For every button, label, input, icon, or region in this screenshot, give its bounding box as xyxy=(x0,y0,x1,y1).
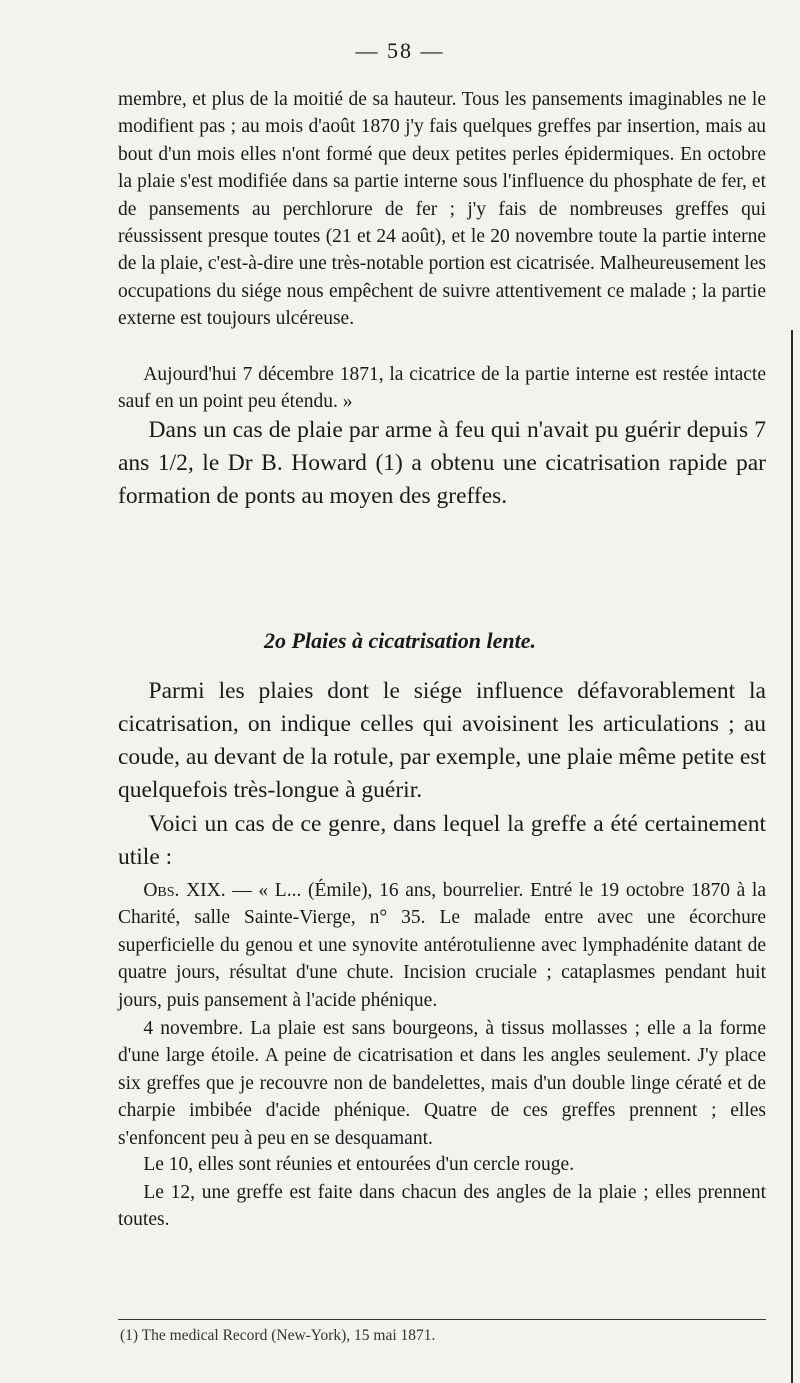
footnote-rule xyxy=(118,1319,766,1320)
paragraph-articulations: Parmi les plaies dont le siége influence défavorablement la cicatrisation, on indique celles qui avoisinent les articulations ; au coude, au devant de la rotule, par exemple, une plaie même petite est quelquefois très-longue à guérir. xyxy=(118,678,766,803)
paragraph-day-10: Le 10, elles sont réunies et entourées d'un cercle rouge. xyxy=(143,1154,575,1175)
page-number: — 58 — xyxy=(355,38,445,63)
paragraph-case-intro: Voici un cas de ce genre, dans lequel la greffe a été certainement utile : xyxy=(118,811,766,870)
paragraph-continuation: membre, et plus de la moitié de sa hauteur. Tous les pansements imaginables ne le modifient pas ; au mois d'août 1870 j'y fais quelques greffes par insertion, mais au bout d'un mois elles n'ont formé que deux petites perles épidermiques. En octobre la plaie s'est modifiée dans sa partie interne sous l'influence du phosphate de fer, et de pansements au perchlorure de fer ; j'y fais de nombreuses greffes qui réussissent presque toutes (21 et 24 août), et le 20 novembre toute la partie interne de la plaie, c'est-à-dire une très-notable portion est cicatrisée. Malheureusement les occupations du siége nous empêchent de suivre attentivement ce malade ; la partie externe est toujours ulcéreuse. xyxy=(118,89,766,330)
observation-label: Obs. XIX. xyxy=(143,880,226,901)
page-edge-line xyxy=(791,330,793,1383)
observation-paragraph xyxy=(118,877,766,1014)
paragraph-day-12: Le 12, une greffe est faite dans chacun des angles de la plaie ; elles prennent toutes. xyxy=(118,1182,766,1231)
observation-text: — « L... (Émile), 16 ans, bourrelier. Entré le 19 octobre 1870 à la Charité, salle Sainte-Vierge, n° 35. Le malade entre avec une écorchure superficielle du genou et une synovite antérotulienne avec lymphadénite datant de quatre jours, résultat d'une chute. Incision cruciale ; cataplasmes pendant huit jours, puis pansement à l'acide phénique. xyxy=(118,880,766,1011)
footnote: (1) The medical Record (New-York), 15 mai 1871. xyxy=(120,1327,436,1344)
paragraph-howard: Dans un cas de plaie par arme à feu qui n'avait pu guérir depuis 7 ans 1/2, le Dr B. Howard (1) a obtenu une cicatrisation rapide par formation de ponts au moyen des greffes. xyxy=(118,417,766,509)
paragraph-november-4: 4 novembre. La plaie est sans bourgeons, à tissus mollasses ; elle a la forme d'une large étoile. A peine de cicatrisation et dans les angles seulement. J'y place six greffes que je recouvre non de bandelettes, mais d'un double linge cératé et de charpie imbibée d'acide phénique. Quatre de ces greffes prennent ; elles s'enfoncent peu à peu en se desquamant. xyxy=(118,1018,766,1149)
section-heading: 2o Plaies à cicatrisation lente. xyxy=(264,628,536,653)
paragraph-today: Aujourd'hui 7 décembre 1871, la cicatrice de la partie interne est restée intacte sauf en un point peu étendu. » xyxy=(118,364,766,413)
